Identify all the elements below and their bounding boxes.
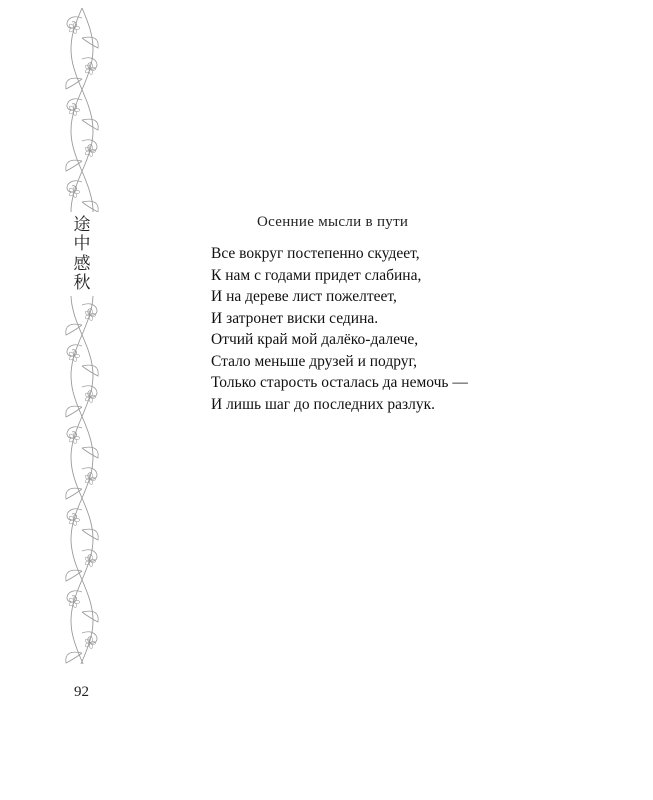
poem-line: И лишь шаг до последних разлук. [211,395,436,413]
chapter-title-char: 中 [73,234,91,255]
floral-ornament-border [60,8,104,664]
chapter-title-char: 感 [73,253,91,274]
floral-ornament-icon [60,8,104,664]
chapter-title-vertical [62,212,102,296]
poem-line: Все вокруг постепенно скудеет, [211,245,420,262]
chapter-title-char: 途 [73,215,91,235]
poem-line: Только старость осталась да немочь — [211,374,468,391]
poem-line: И на дереве лист пожелтеет, [211,288,397,305]
poem-line: Отчий край мой далёко-далече, [211,331,419,348]
poem-line: И затронет виски седина. [211,309,379,327]
chapter-title-char: 秋 [73,272,91,293]
poem-line: К нам с годами придет слабина, [211,266,422,284]
poem-lines [211,243,611,415]
poem-title: Осенние мысли в пути [257,214,409,230]
poem-line: Стало меньше друзей и подруг, [211,352,418,370]
page-number: 92 [74,684,89,700]
poem-block [211,214,611,415]
